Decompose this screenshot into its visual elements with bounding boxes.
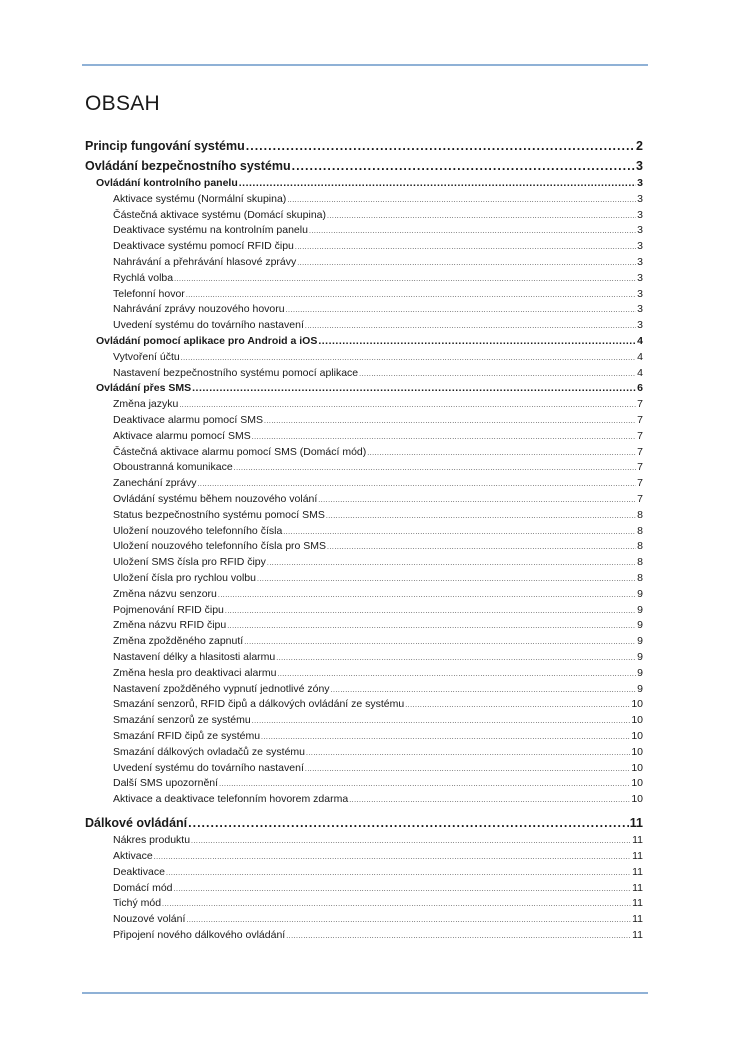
- toc-entry-page: 10: [631, 777, 643, 790]
- toc-entry[interactable]: [85, 382, 643, 394]
- toc-entry-label: Další SMS upozornění: [113, 777, 219, 790]
- toc-entry-page: 8: [637, 556, 643, 569]
- toc-entry-page: 3: [637, 240, 643, 253]
- toc-entry-label: Smazání RFID čipů ze systému: [113, 730, 261, 742]
- toc-leader-dots: [327, 213, 636, 220]
- toc-entry[interactable]: [85, 461, 643, 473]
- toc-leader-dots: [295, 244, 636, 251]
- toc-entry-page: 3: [637, 192, 643, 205]
- toc-leader-dots: [188, 816, 629, 830]
- toc-entry-page: 7: [637, 445, 643, 458]
- toc-entry-label: Ovládání přes SMS: [96, 382, 192, 395]
- toc-entry-page: 3: [637, 319, 643, 332]
- toc-entry-label: Nahrávání zprávy nouzového hovoru: [113, 303, 285, 316]
- toc-entry-label: Deaktivace: [113, 865, 165, 878]
- toc-entry-page: 3: [637, 224, 643, 237]
- toc-leader-dots: [219, 781, 630, 788]
- toc-entry-label: Domácí mód: [113, 881, 173, 894]
- toc-entry-label: Aktivace: [113, 850, 153, 862]
- toc-entry[interactable]: [85, 446, 643, 458]
- toc-entry[interactable]: [85, 793, 643, 805]
- toc-entry-label: Nastavení zpožděného vypnutí jednotlivé zóny: [113, 682, 330, 695]
- toc-entry-label: Připojení nového dálkového ovládání: [113, 929, 286, 941]
- toc-entry-page: 9: [637, 666, 643, 679]
- toc-entry-page: 7: [637, 414, 643, 426]
- toc-entry[interactable]: [85, 240, 643, 252]
- toc-entry-label: Uvedení systému do továrního nastavení: [113, 761, 304, 774]
- toc-entry[interactable]: [85, 850, 643, 862]
- toc-entry-page: 11: [632, 929, 643, 941]
- toc-entry[interactable]: [85, 619, 643, 631]
- toc-leader-dots: [181, 355, 636, 362]
- toc-entry[interactable]: [85, 525, 643, 537]
- toc-entry-label: Ovládání pomocí aplikace pro Android a iOS: [96, 335, 318, 347]
- toc-entry[interactable]: [85, 139, 643, 153]
- toc-entry[interactable]: [85, 351, 643, 363]
- toc-entry[interactable]: [85, 698, 643, 710]
- toc-entry[interactable]: [85, 540, 643, 552]
- toc-entry-page: 4: [637, 335, 643, 347]
- toc-entry-label: Částečná aktivace alarmu pomocí SMS (Domácí mód): [113, 445, 367, 458]
- toc-entry[interactable]: [85, 556, 643, 568]
- toc-entry-page: 10: [631, 730, 643, 742]
- toc-entry[interactable]: [85, 303, 643, 315]
- toc-entry-page: 11: [632, 865, 643, 878]
- toc-leader-dots: [277, 671, 636, 678]
- toc-entry[interactable]: [85, 604, 643, 616]
- toc-entry-label: Uvedení systému do továrního nastavení: [113, 319, 304, 332]
- toc-leader-dots: [166, 870, 631, 877]
- toc-leader-dots: [405, 702, 630, 709]
- toc-entry[interactable]: [85, 414, 643, 426]
- toc-entry-page: 7: [637, 493, 643, 505]
- toc-leader-dots: [349, 797, 630, 804]
- toc-entry-label: Smazání senzorů, RFID čipů a dálkových ovládání ze systému: [113, 698, 405, 711]
- toc-entry-page: 7: [637, 477, 643, 490]
- toc-entry[interactable]: [85, 319, 643, 331]
- toc-entry[interactable]: [85, 367, 643, 379]
- toc-entry[interactable]: [85, 430, 643, 442]
- toc-entry-page: 11: [632, 897, 643, 910]
- toc-entry[interactable]: [85, 762, 643, 774]
- toc-leader-dots: [186, 917, 631, 924]
- toc-entry-page: 3: [637, 177, 643, 189]
- toc-leader-dots: [286, 307, 637, 314]
- toc-entry-label: Rychlá volba: [113, 271, 174, 284]
- toc-entry-label: Oboustranná komunikace: [113, 461, 233, 474]
- toc-entry-page: 9: [637, 651, 643, 663]
- toc-entry-page: 11: [632, 881, 643, 894]
- toc-entry-label: Uložení nouzového telefonního čísla: [113, 524, 283, 537]
- toc-entry-page: 10: [631, 745, 643, 758]
- toc-entry-page: 3: [637, 303, 643, 316]
- toc-entry[interactable]: [85, 335, 643, 347]
- toc-entry[interactable]: [85, 177, 643, 189]
- toc-entry-page: 9: [637, 603, 643, 616]
- toc-entry-label: Nastavení bezpečnostního systému pomocí aplikace: [113, 366, 359, 379]
- toc-entry-label: Ovládání kontrolního panelu: [96, 177, 238, 189]
- toc-entry-page: 3: [637, 287, 643, 300]
- toc-entry-label: Aktivace systému (Normální skupina): [113, 192, 287, 205]
- toc-leader-dots: [197, 481, 636, 488]
- footer-rule: [82, 992, 648, 994]
- toc-entry-label: Princip fungování systému: [85, 139, 245, 153]
- toc-leader-dots: [287, 197, 636, 204]
- toc-entry-label: Tichý mód: [113, 897, 162, 910]
- toc-entry-label: Aktivace alarmu pomocí SMS: [113, 429, 251, 442]
- toc-entry-page: 9: [637, 619, 643, 632]
- toc-leader-dots: [264, 418, 636, 425]
- toc-leader-dots: [225, 608, 636, 615]
- toc-entry[interactable]: [85, 635, 643, 647]
- toc-entry-label: Telefonní hovor: [113, 287, 185, 300]
- toc-entry[interactable]: [85, 816, 643, 830]
- toc-entry-page: 11: [632, 913, 643, 926]
- toc-leader-dots: [162, 901, 631, 908]
- toc-leader-dots: [154, 854, 631, 861]
- toc-leader-dots: [218, 592, 636, 599]
- toc-leader-dots: [186, 292, 636, 299]
- toc-leader-dots: [257, 576, 636, 583]
- toc-entry-page: 10: [631, 698, 643, 711]
- toc-leader-dots: [318, 497, 636, 504]
- toc-entry[interactable]: [85, 651, 643, 663]
- toc-entry-label: Pojmenování RFID čipu: [113, 603, 224, 616]
- toc-entry-page: 8: [637, 524, 643, 537]
- toc-entry-label: Zanechání zprávy: [113, 477, 197, 490]
- toc-entry[interactable]: [85, 209, 643, 221]
- toc-entry-label: Nahrávání a přehrávání hlasové zprávy: [113, 256, 297, 268]
- toc-entry-page: 11: [629, 816, 643, 831]
- toc-entry-page: 3: [637, 256, 643, 268]
- toc-leader-dots: [179, 402, 636, 409]
- toc-entry-page: 7: [637, 461, 643, 474]
- toc-leader-dots: [367, 450, 636, 457]
- toc-leader-dots: [227, 623, 636, 630]
- toc-entry-label: Ovládání systému během nouzového volání: [113, 493, 318, 505]
- toc-entry-page: 7: [637, 429, 643, 442]
- toc-leader-dots: [318, 335, 636, 347]
- toc-entry[interactable]: [85, 667, 643, 679]
- toc-entry[interactable]: [85, 913, 643, 925]
- toc-entry-page: 10: [631, 714, 643, 727]
- page-title: OBSAH: [85, 92, 161, 115]
- toc-leader-dots: [276, 655, 636, 662]
- toc-entry-page: 2: [636, 139, 643, 153]
- toc-entry-label: Deaktivace systému na kontrolním panelu: [113, 224, 308, 237]
- toc-entry[interactable]: [85, 256, 643, 268]
- toc-entry-label: Uložení SMS čísla pro RFID čipy: [113, 556, 266, 569]
- toc-leader-dots: [309, 228, 636, 235]
- toc-leader-dots: [331, 687, 637, 694]
- toc-entry-page: 4: [637, 366, 643, 379]
- toc-entry-label: Dálkové ovládání: [85, 816, 188, 831]
- toc-entry-label: Deaktivace systému pomocí RFID čipu: [113, 240, 294, 253]
- toc-entry[interactable]: [85, 493, 643, 505]
- toc-entry[interactable]: [85, 477, 643, 489]
- toc-leader-dots: [359, 371, 636, 378]
- toc-entry[interactable]: [85, 272, 643, 284]
- toc-entry-label: Uložení čísla pro rychlou volbu: [113, 572, 256, 584]
- toc-entry-label: Ovládání bezpečnostního systému: [85, 159, 291, 173]
- toc-entry[interactable]: [85, 714, 643, 726]
- toc-entry-page: 8: [637, 572, 643, 584]
- toc-entry[interactable]: [85, 509, 643, 521]
- toc-leader-dots: [192, 382, 636, 394]
- toc-entry-page: 3: [637, 271, 643, 284]
- toc-entry[interactable]: [85, 159, 643, 173]
- toc-entry-label: Změna názvu RFID čipu: [113, 619, 227, 632]
- toc-leader-dots: [327, 544, 636, 551]
- toc-leader-dots: [239, 177, 636, 189]
- toc-entry-label: Smazání dálkových ovladačů ze systému: [113, 745, 306, 758]
- toc-leader-dots: [267, 560, 636, 567]
- toc-leader-dots: [252, 434, 636, 441]
- toc-entry-page: 4: [637, 350, 643, 363]
- toc-entry-label: Změna jazyku: [113, 398, 179, 411]
- toc-entry[interactable]: [85, 746, 643, 758]
- toc-leader-dots: [286, 933, 631, 940]
- toc-leader-dots: [306, 750, 630, 757]
- toc-entry[interactable]: [85, 866, 643, 878]
- toc-leader-dots: [292, 159, 635, 173]
- toc-entry-label: Aktivace a deaktivace telefonním hovorem zdarma: [113, 793, 349, 806]
- toc-entry[interactable]: [85, 882, 643, 894]
- toc-leader-dots: [252, 718, 631, 725]
- toc-entry[interactable]: [85, 777, 643, 789]
- toc-leader-dots: [283, 529, 636, 536]
- toc-entry-page: 3: [636, 159, 643, 173]
- toc-leader-dots: [261, 734, 630, 741]
- toc-leader-dots: [234, 465, 637, 472]
- toc-entry-page: 11: [632, 850, 643, 862]
- toc-entry-page: 8: [637, 508, 643, 521]
- toc-entry-page: 8: [637, 540, 643, 553]
- toc-entry-page: 10: [631, 761, 643, 774]
- toc-entry-label: Smazání senzorů ze systému: [113, 714, 251, 727]
- toc-leader-dots: [305, 766, 630, 773]
- toc-entry[interactable]: [85, 730, 643, 742]
- toc-leader-dots: [246, 139, 635, 153]
- toc-entry-label: Status bezpečnostního systému pomocí SMS: [113, 508, 325, 521]
- toc-leader-dots: [305, 323, 636, 330]
- toc-entry[interactable]: [85, 572, 643, 584]
- toc-leader-dots: [191, 838, 631, 845]
- toc-entry[interactable]: [85, 834, 643, 846]
- toc-entry[interactable]: [85, 288, 643, 300]
- toc-leader-dots: [174, 276, 636, 283]
- toc-entry-label: Deaktivace alarmu pomocí SMS: [113, 414, 263, 426]
- toc-leader-dots: [297, 260, 636, 267]
- toc-entry-label: Uložení nouzového telefonního čísla pro SMS: [113, 540, 327, 553]
- toc-entry-label: Změna názvu senzoru: [113, 587, 217, 600]
- toc-leader-dots: [174, 886, 632, 893]
- toc-entry[interactable]: [85, 193, 643, 205]
- toc-entry[interactable]: [85, 398, 643, 410]
- toc-entry[interactable]: [85, 683, 643, 695]
- toc-entry-label: Nákres produktu: [113, 834, 191, 847]
- toc-entry-page: 6: [637, 382, 643, 395]
- toc-entry-page: 3: [637, 208, 643, 221]
- toc-entry-page: 7: [637, 398, 643, 411]
- toc-entry-page: 9: [637, 635, 643, 648]
- toc-entry[interactable]: [85, 929, 643, 941]
- toc-leader-dots: [244, 639, 636, 646]
- toc-entry-label: Nastavení délky a hlasitosti alarmu: [113, 651, 276, 663]
- header-rule: [82, 64, 648, 66]
- toc-entry-page: 9: [637, 587, 643, 600]
- toc-entry-label: Částečná aktivace systému (Domácí skupina): [113, 208, 326, 221]
- toc-leader-dots: [326, 513, 636, 520]
- toc-entry-label: Nouzové volání: [113, 913, 186, 926]
- toc-entry[interactable]: [85, 224, 643, 236]
- toc-entry[interactable]: [85, 588, 643, 600]
- toc-entry-label: Vytvoření účtu: [113, 350, 180, 363]
- toc-entry-page: 10: [631, 793, 643, 806]
- toc-entry-label: Změna zpožděného zapnutí: [113, 635, 244, 648]
- toc-entry[interactable]: [85, 897, 643, 909]
- toc-entry-page: 9: [637, 682, 643, 695]
- toc-entry-label: Změna hesla pro deaktivaci alarmu: [113, 666, 277, 679]
- toc-entry-page: 11: [632, 834, 643, 847]
